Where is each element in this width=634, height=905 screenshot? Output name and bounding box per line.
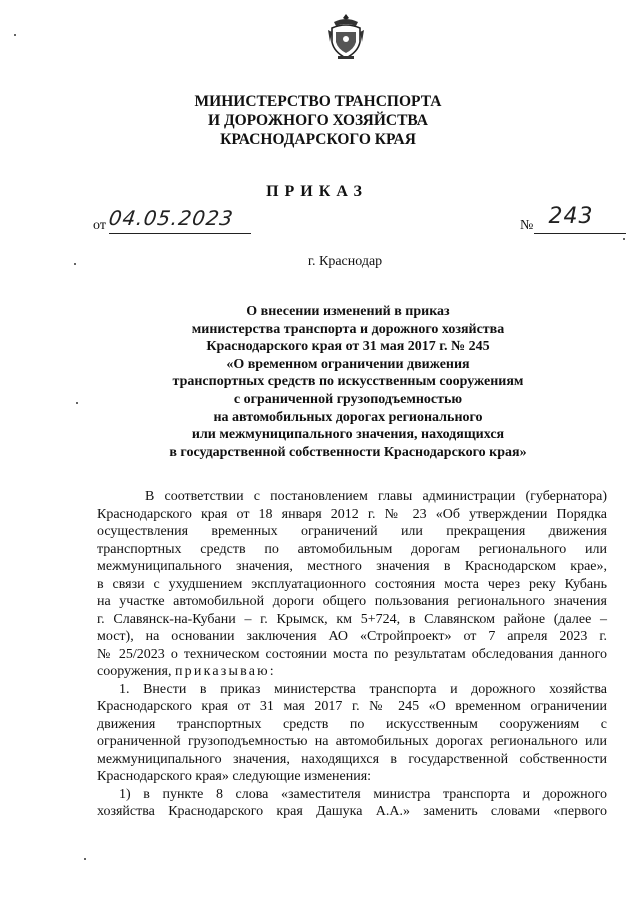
scan-speck [623, 238, 625, 240]
body-line: сооружения, [97, 664, 172, 679]
body-line: г. Славянск-на-Кубани – г. Крымск, км 5+724, в Славянском районе (далее – [97, 611, 607, 627]
city: г. Краснодар [307, 254, 383, 269]
handwritten-number: 243 [548, 204, 594, 229]
body-line: 1) в пункте 8 слова «заместителя министра транспорта и дорожного [119, 786, 607, 802]
title-line: в государственной собственности Краснодарского края» [169, 444, 527, 460]
title-line: с ограниченной грузоподъемностью [233, 391, 463, 407]
body-line: хозяйства Краснодарского края Дашука А.А.» заменить словами «первого [97, 804, 607, 819]
scan-speck [76, 402, 78, 404]
body-line: В соответствии с постановлением главы администрации (губернатора) [145, 489, 607, 504]
body-line: транспортных средств по автомобильным дорогам регионального или [97, 541, 607, 557]
body-line: ограниченной грузоподъемностью на автомобильных дорогах регионального или [97, 734, 607, 749]
body-line: Краснодарского края от 18 января 2012 г. № 23 «Об утверждении Порядка [97, 506, 607, 522]
body-line: Краснодарского края» следующие изменения: [97, 769, 372, 784]
ministry-line-1: МИНИСТЕРСТВО ТРАНСПОРТА [194, 93, 442, 110]
coat-of-arms-emblem [326, 12, 366, 62]
order-title [120, 303, 576, 461]
document-body [97, 488, 607, 821]
date-prefix: от [93, 218, 106, 233]
body-line: на участке автомобильной дороги общего пользования регионального значения [97, 594, 607, 609]
date-underline [109, 233, 251, 234]
body-line: осуществления временных ограничений или прекращения движения [97, 524, 607, 539]
body-line: движения транспортных средств по искусственным сооружениям с [97, 716, 607, 732]
title-line: транспортных средств по искусственным сооружениям [172, 374, 524, 390]
scan-speck [14, 34, 16, 36]
ministry-name [180, 92, 456, 149]
scan-speck [74, 263, 76, 265]
body-line: межмуниципального значения, находящихся в государственной собственности [97, 751, 607, 767]
body-line: № 25/2023 о техническом состоянии моста по результатам обследования данного [97, 646, 607, 662]
scan-speck [84, 858, 86, 860]
body-line: в связи с ухудшением эксплуатационного состояния моста через реку Кубань [97, 576, 607, 592]
ministry-line-3: КРАСНОДАРСКОГО КРАЯ [220, 131, 416, 148]
title-line: Краснодарского края от 31 мая 2017 г. № 245 [206, 339, 490, 355]
title-line: или межмуниципального значения, находящихся [191, 427, 505, 443]
number-underline [534, 233, 626, 234]
body-line: мост), на основании заключения АО «Стройпроект» от 7 апреля 2023 г. [97, 629, 607, 644]
body-line: межмуниципального значения, местного значения в Краснодарском крае», [97, 559, 607, 574]
order-word: приказываю: [174, 664, 276, 679]
document-type: ПРИКАЗ [266, 183, 368, 200]
title-line: на автомобильных дорогах регионального [213, 409, 483, 425]
title-line: О внесении изменений в приказ [246, 304, 450, 319]
ministry-line-2: И ДОРОЖНОГО ХОЗЯЙСТВА [208, 112, 428, 129]
body-line: Краснодарского края от 31 мая 2017 г. № 245 «О временном ограничении [97, 699, 607, 714]
title-line: министерства транспорта и дорожного хозяйства [191, 321, 505, 337]
body-line: 1. Внести в приказ министерства транспорта и дорожного хозяйства [119, 681, 607, 697]
body-line-order [97, 663, 607, 681]
number-prefix: № [520, 218, 534, 233]
title-line: «О временном ограничении движения [226, 356, 470, 372]
handwritten-date: 04.05.2023 [107, 206, 236, 230]
